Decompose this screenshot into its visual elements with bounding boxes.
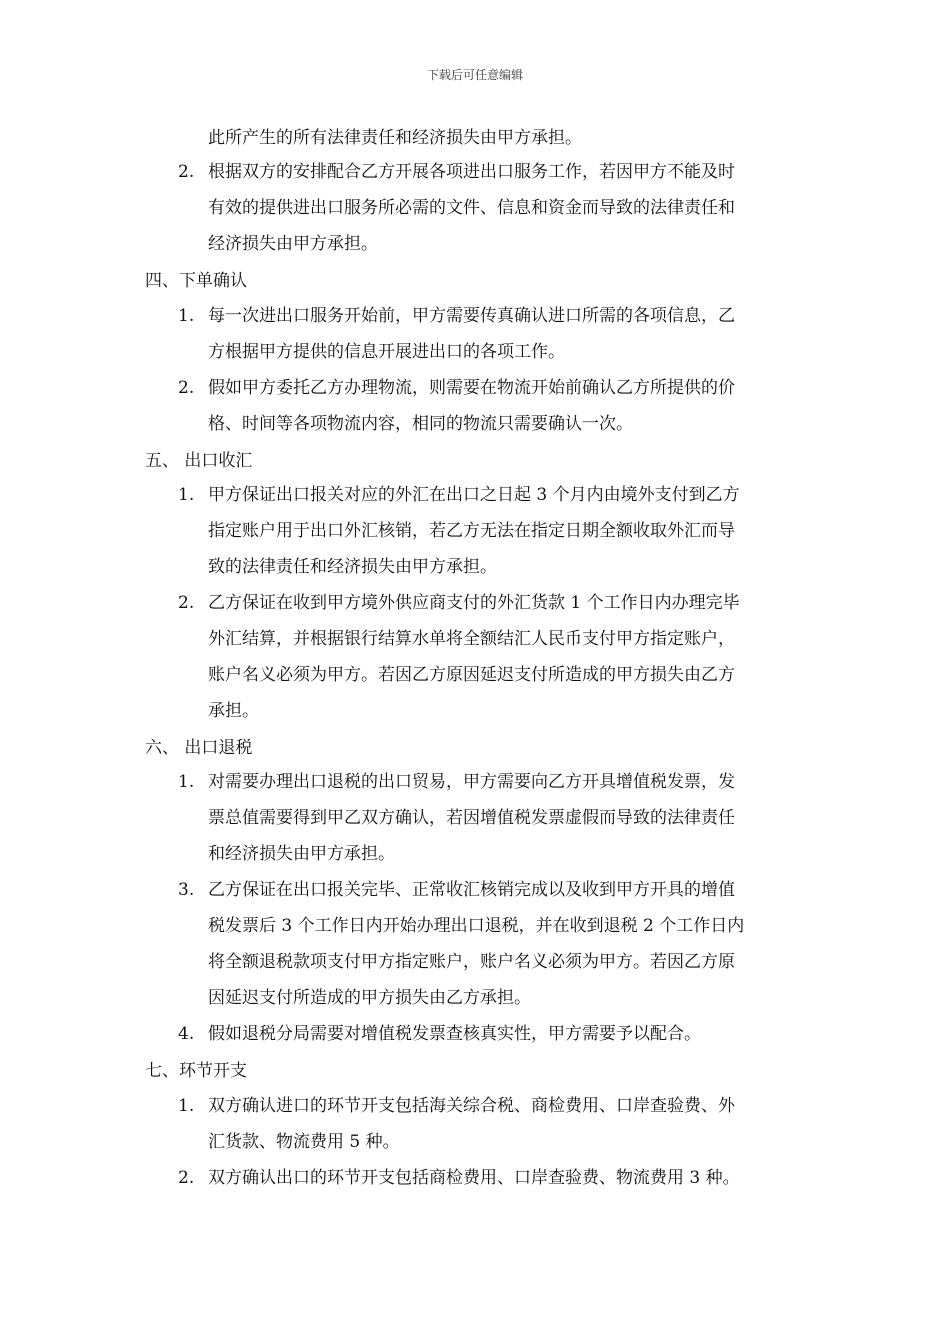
list-item-number: 1.	[178, 772, 195, 792]
list-item-number: 4.	[178, 1024, 195, 1044]
paragraph-continuation: 外汇结算，并根据银行结算水单将全额结汇人民币支付甲方指定账户，	[208, 629, 735, 649]
paragraph-continuation: 方根据甲方提供的信息开展进出口的各项工作。	[208, 342, 565, 362]
list-item-number: 1.	[178, 485, 195, 505]
section-heading: 七、环节开支	[145, 1061, 247, 1081]
paragraph-continuation: 有效的提供进出口服务所必需的文件、信息和资金而导致的法律责任和	[208, 198, 735, 218]
list-item-number: 3.	[178, 880, 195, 900]
list-item-number: 2.	[178, 1168, 195, 1188]
paragraph-continuation: 格、时间等各项物流内容，相同的物流只需要确认一次。	[208, 414, 633, 434]
paragraph-continuation: 税发票后 3 个工作日内开始办理出口退税，并在收到退税 2 个工作日内	[208, 916, 745, 936]
section-heading: 四、下单确认	[145, 271, 247, 291]
section-heading: 六、 出口退税	[145, 738, 253, 758]
paragraph-continuation: 和经济损失由甲方承担。	[208, 844, 395, 864]
list-item-number: 2.	[178, 162, 195, 182]
list-item-number: 1.	[178, 306, 195, 326]
list-item-text: 乙方保证在收到甲方境外供应商支付的外汇货款 1 个工作日内办理完毕	[208, 593, 740, 613]
list-item-number: 2.	[178, 378, 195, 398]
list-item-text: 双方确认出口的环节开支包括商检费用、口岸查验费、物流费用 3 种。	[208, 1168, 740, 1188]
list-item-text: 对需要办理出口退税的出口贸易，甲方需要向乙方开具增值税发票，发	[208, 772, 735, 792]
list-item-text: 假如退税分局需要对增值税发票查核真实性，甲方需要予以配合。	[208, 1024, 701, 1044]
paragraph-continuation: 账户名义必须为甲方。若因乙方原因延迟支付所造成的甲方损失由乙方	[208, 665, 735, 685]
list-item-number: 2.	[178, 593, 195, 613]
paragraph-continuation: 将全额退税款项支付甲方指定账户，账户名义必须为甲方。若因乙方原	[208, 952, 735, 972]
paragraph-continuation: 指定账户用于出口外汇核销，若乙方无法在指定日期全额收取外汇而导	[208, 521, 735, 541]
list-item-text: 甲方保证出口报关对应的外汇在出口之日起 3 个月内由境外支付到乙方	[208, 485, 740, 505]
list-item-text: 每一次进出口服务开始前，甲方需要传真确认进口所需的各项信息，乙	[208, 306, 735, 326]
list-item-text: 双方确认进口的环节开支包括海关综合税、商检费用、口岸查验费、外	[208, 1096, 735, 1116]
paragraph-continuation: 票总值需要得到甲乙双方确认，若因增值税发票虚假而导致的法律责任	[208, 808, 735, 828]
page-header: 下载后可任意编辑	[426, 68, 523, 82]
list-item-text: 根据双方的安排配合乙方开展各项进出口服务工作，若因甲方不能及时	[208, 162, 735, 182]
list-item-text: 假如甲方委托乙方办理物流，则需要在物流开始前确认乙方所提供的价	[208, 378, 735, 398]
paragraph-continuation: 经济损失由甲方承担。	[208, 234, 378, 254]
paragraph-continuation: 汇货款、物流费用 5 种。	[208, 1132, 400, 1152]
paragraph-continuation: 此所产生的所有法律责任和经济损失由甲方承担。	[208, 128, 582, 148]
paragraph-continuation: 承担。	[208, 701, 259, 721]
paragraph-continuation: 致的法律责任和经济损失由甲方承担。	[208, 557, 497, 577]
section-heading: 五、 出口收汇	[145, 451, 253, 471]
paragraph-continuation: 因延迟支付所造成的甲方损失由乙方承担。	[208, 988, 531, 1008]
list-item-number: 1.	[178, 1096, 195, 1116]
list-item-text: 乙方保证在出口报关完毕、正常收汇核销完成以及收到甲方开具的增值	[208, 880, 735, 900]
